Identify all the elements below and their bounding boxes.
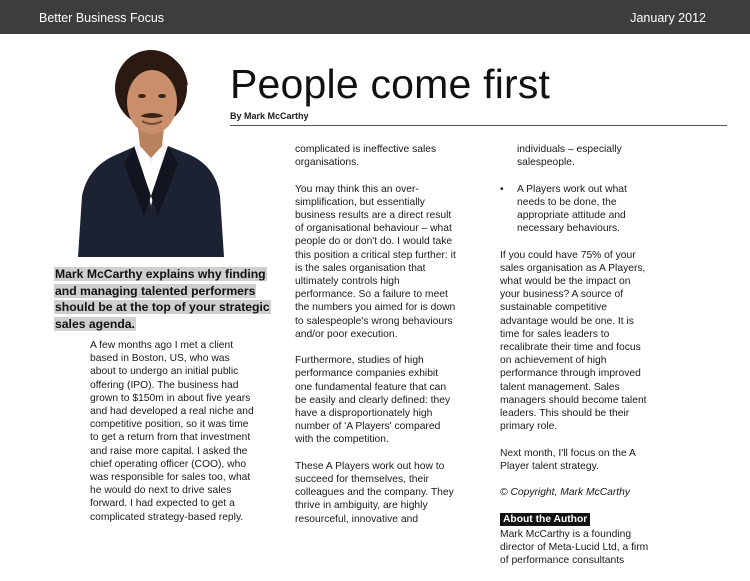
article-lead bbox=[54, 266, 272, 332]
bullet-continuation: individuals – especially salespeople. bbox=[517, 144, 622, 169]
title-rule bbox=[230, 125, 727, 126]
bullet-text: A Players work out what needs to be done, the appropriate attitude and necessary behaviours. bbox=[517, 183, 627, 235]
paragraph: Furthermore, studies of high performance companies exhibit one fundamental feature that can be easily and clearly defined: they have a disproportionately high number of 'A Players' compared with the competition. bbox=[295, 355, 451, 446]
issue-date: January 2012 bbox=[630, 11, 706, 25]
copyright-notice: © Copyright, Mark McCarthy bbox=[500, 487, 631, 499]
page-header bbox=[0, 0, 750, 34]
article-byline: By Mark McCarthy bbox=[230, 111, 309, 121]
paragraph: complicated is ineffective sales organisations. bbox=[295, 144, 437, 169]
paragraph: Next month, I'll focus on the A Player talent strategy. bbox=[500, 447, 636, 472]
paragraph: A few months ago I met a client based in Boston, US, who was about to undergo an initial public offering (IPO). The business had grown to $150m in about five years and had developed a real niche and competitive position, so it was time to get a return from that investment and raise more capital. I asked the chief operating officer (COO), who was responsible for sales too, what he would do next to drive sales forward. I had expected to get a complicated strategy-based reply. bbox=[90, 340, 254, 523]
article-title: People come first bbox=[230, 61, 551, 107]
author-portrait-image bbox=[78, 46, 224, 257]
column-3 bbox=[500, 143, 650, 581]
bullet-list bbox=[500, 183, 650, 236]
about-author-text: Mark McCarthy is a founding director of Meta-Lucid Ltd, a firm of performance consultants bbox=[500, 528, 649, 567]
bullet-dot-icon: • bbox=[500, 183, 504, 195]
about-author-heading: About the Author bbox=[500, 513, 590, 526]
bullet-item bbox=[500, 183, 650, 236]
column-2 bbox=[295, 143, 457, 539]
column-1 bbox=[90, 339, 255, 537]
publication-name: Better Business Focus bbox=[39, 11, 165, 25]
lead-text: Mark McCarthy explains why finding and managing talented performers should be at the top of your strategic sales agenda. bbox=[55, 267, 270, 331]
paragraph: These A Players work out how to succeed for themselves, their colleagues and the company. They thrive in ambiguity, are highly resourceful, innovative and bbox=[295, 460, 454, 525]
author-photo bbox=[78, 46, 224, 257]
paragraph: You may think this an over-simplification, but essentially business results are a direct result of organisational behaviour – what people do or don't do. I would take this position a critical step further: it is the sales organisation that ultimately controls high performance. So a failure to meet the numbers you aimed for is down to salespeople's wrong behaviours and/or poor execution. bbox=[295, 183, 456, 340]
paragraph: If you could have 75% of your sales organisation as A Players, what would be the impact on your business? A source of sustainable competitive advantage would be one. It is time for sales leaders to recalibrate their time and focus on achievement of high performance through improved talent management. Sales managers should become talent leaders. This should be their primary role. bbox=[500, 249, 647, 433]
